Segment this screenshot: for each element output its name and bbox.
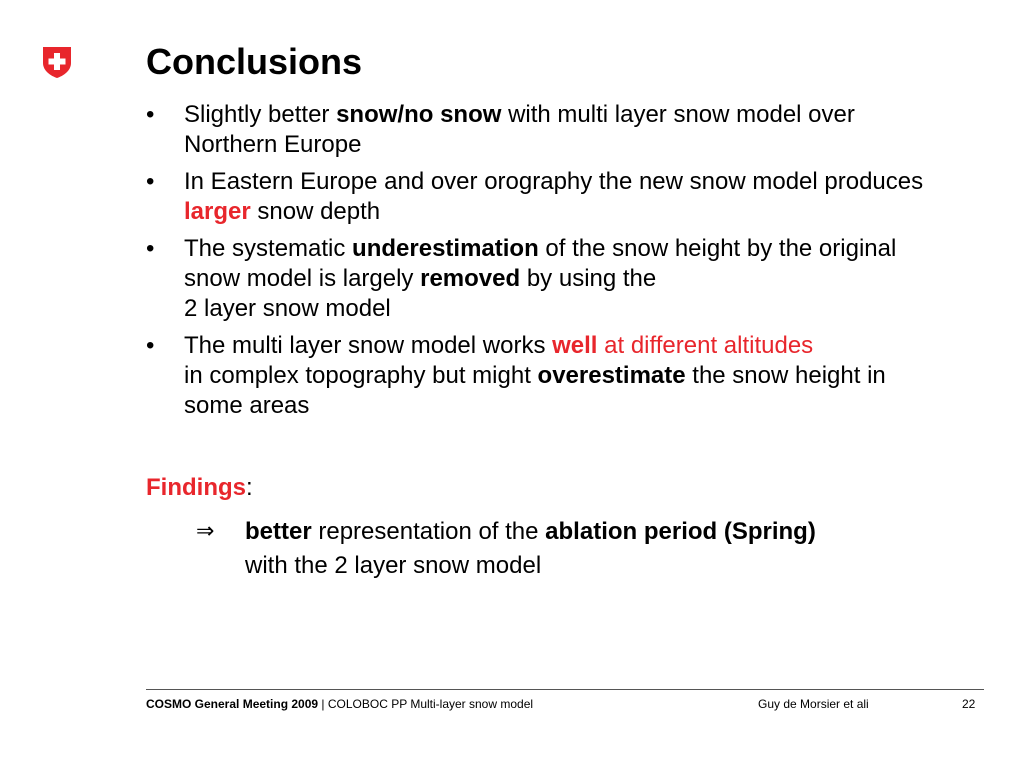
- footer-meeting: [146, 696, 533, 712]
- emphasis-text: well: [552, 332, 598, 359]
- findings-heading: [146, 473, 253, 503]
- slide-title: Conclusions: [146, 41, 363, 82]
- bullet-marker: •: [146, 332, 155, 359]
- emphasis-text: removed: [420, 265, 521, 292]
- bullet-text: by using the: [520, 265, 657, 292]
- bullet-item: [146, 167, 946, 227]
- findings-label: Findings: [146, 474, 246, 501]
- finding-text: [245, 515, 945, 583]
- bullet-item: [146, 234, 946, 324]
- findings-colon: :: [245, 474, 253, 501]
- footer-project: COLOBOC PP Multi-layer snow model: [327, 697, 534, 711]
- bullet-text: with multi layer snow model over Northern Europe: [184, 101, 855, 158]
- bullet-text: 2 layer snow model: [184, 295, 391, 322]
- footer-meeting-name: COSMO General Meeting 2009: [146, 697, 319, 711]
- emphasis-text: better: [245, 518, 312, 545]
- bullet-item: [146, 331, 946, 421]
- finding-text-part: with the 2 layer snow model: [245, 552, 542, 579]
- emphasis-text: underestimation: [352, 235, 539, 262]
- bullet-text: in complex topography but might: [184, 362, 538, 389]
- footer-author: Guy de Morsier et ali: [758, 697, 869, 711]
- footer-separator: |: [318, 697, 328, 711]
- implies-arrow-icon: ⇒: [196, 519, 215, 544]
- swiss-cross-shield-icon: [41, 45, 73, 79]
- page-number: 22: [962, 697, 976, 711]
- emphasis-text: ablation period (Spring): [545, 518, 816, 545]
- bullet-marker: •: [146, 168, 155, 195]
- bullet-text: of the snow height by the original snow model is largely: [184, 235, 897, 292]
- bullet-text: The systematic: [184, 235, 353, 262]
- bullet-marker: •: [146, 235, 155, 262]
- bullet-text: In Eastern Europe and over orography the new snow model produces: [184, 168, 924, 195]
- conclusions-list: [146, 100, 946, 428]
- bullet-item: [146, 100, 946, 160]
- emphasis-text: snow/no snow: [336, 101, 502, 128]
- emphasis-text: larger: [184, 198, 251, 225]
- footer-divider: [146, 689, 984, 690]
- bullet-text: The multi layer snow model works: [184, 332, 553, 359]
- bullet-text: snow depth: [250, 198, 381, 225]
- emphasis-text: overestimate: [537, 362, 686, 389]
- bullet-text: the snow height in some areas: [184, 362, 886, 419]
- bullet-text: Slightly better: [184, 101, 337, 128]
- highlight-text: at different altitudes: [597, 332, 814, 359]
- finding-text-part: representation of the: [311, 518, 546, 545]
- bullet-marker: •: [146, 101, 155, 128]
